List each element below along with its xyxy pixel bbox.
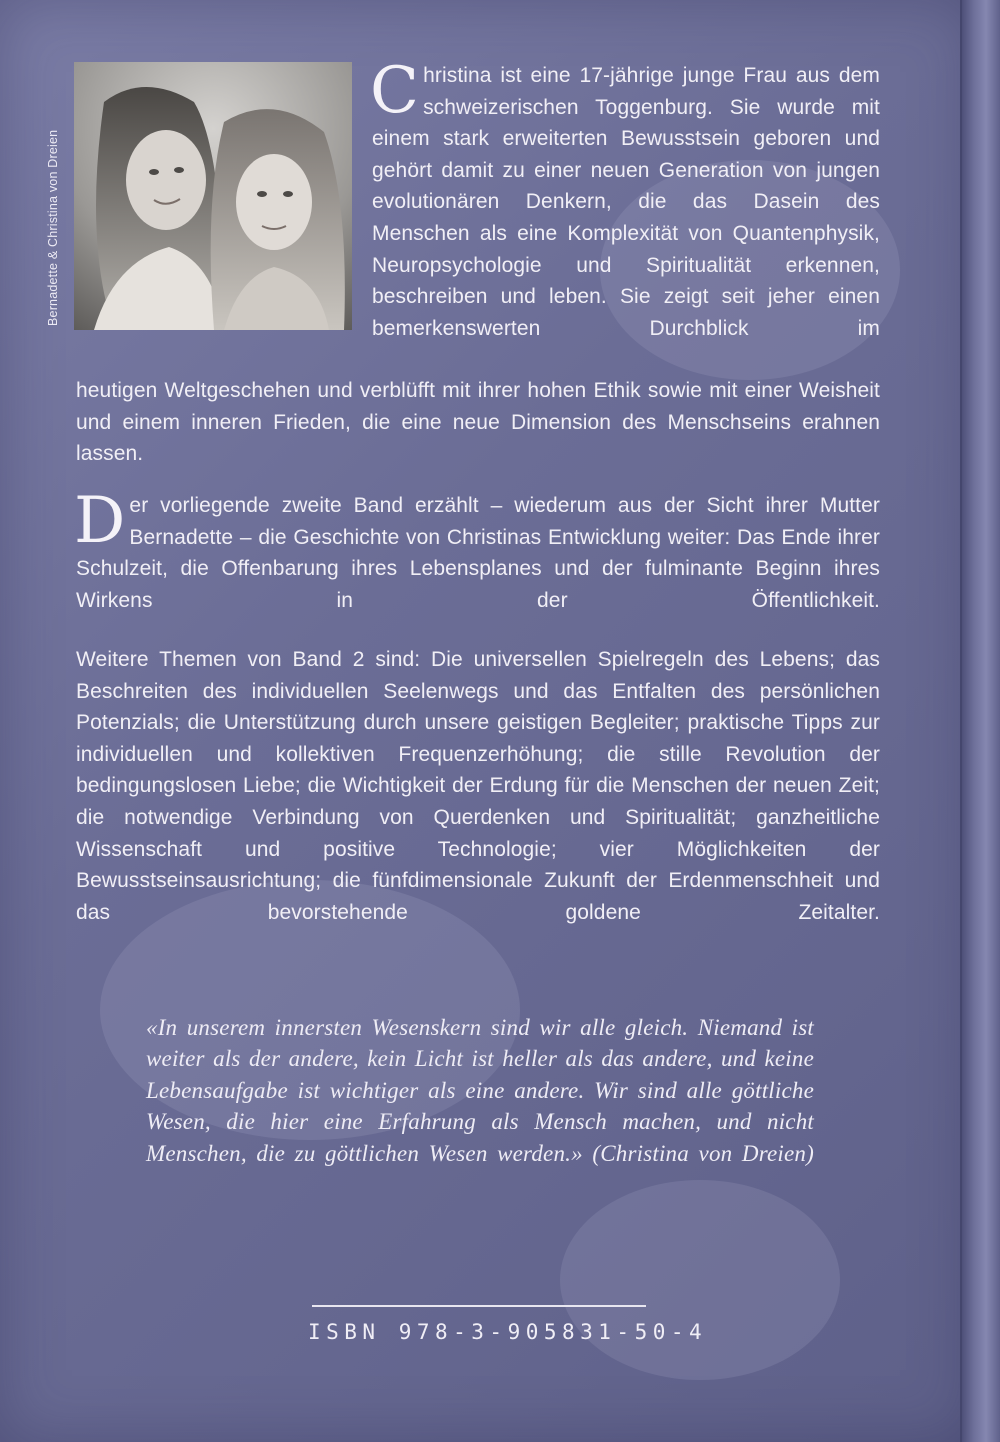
photo-credit: Bernadette & Christina von Dreien [46, 129, 60, 326]
intro-paragraph-lead [370, 54, 880, 376]
author-photo [74, 62, 352, 330]
intro-paragraph-continued: heutigen Weltgeschehen und verblüfft mit ihrer hohen Ethik sowie mit einer Weisheit und einem inneren Frieden, die eine neue Dimension des Menschseins erahnen lassen. [76, 379, 880, 466]
author-photo-image [74, 62, 352, 330]
dropcap-c: C [370, 54, 420, 128]
book-spine-edge [960, 0, 1000, 1442]
isbn: ISBN 978-3-905831-50-4 [308, 1320, 708, 1344]
second-paragraph [74, 484, 880, 648]
isbn-divider [312, 1305, 646, 1307]
intro-paragraph-lead-text: hristina ist eine 17-jährige junge Frau aus dem schweizerischen Toggenburg. Sie wurde mit einem stark erweiterten Bewusstsein geboren und gehört damit zu einer neuen Generation von jungen evolutionären Denkern, die das Dasein des Menschen als eine Komplexität von Quantenphysik, Neuropsychologie und Spiritualität erkennen, beschreiben und leben. Sie zeigt seit jeher einen bemerkenswerten Durchblick im [372, 64, 880, 340]
cover-wear-mark [560, 1180, 840, 1380]
second-paragraph-text: er vorliegende zweite Band erzählt – wiederum aus der Sicht ihrer Mutter Bernadette – die Geschichte von Christinas Entwicklung weiter: Das Ende ihrer Schulzeit, die Offenbarung ihres Lebensplanes und der fulminante Beginn ihres Wirkens in der Öffentlichkeit. [76, 494, 880, 612]
themes-paragraph: Weitere Themen von Band 2 sind: Die universellen Spielregeln des Lebens; das Beschreiten des individuellen Seelenwegs und das Entfalten des persönlichen Potenzials; die Unterstützung durch unsere geistigen Begleiter; praktische Tipps zur individuellen und kollektiven Frequenzerhöhung; die stille Revolution der bedingungslosen Liebe; die Wichtigkeit der Erdung für die Menschen der neuen Zeit; die notwendige Verbindung von Querdenken und Spiritualität; ganzheitliche Wissenschaft und positive Technologie; vier Möglichkeiten der Bewusstseinsausrichtung; die fünfdimensionale Zukunft der Erdenmenschheit und das bevorstehende goldene Zeitalter. [76, 648, 880, 924]
dropcap-d: D [74, 484, 126, 558]
quote: «In unserem innersten Wesenskern sind wir alle gleich. Niemand ist weiter als der andere, kein Licht ist heller als das andere, und keine Lebensaufgabe ist wichtiger als eine andere. Wir sind alle göttliche Wesen, die hier eine Erfahrung als Mensch machen, und nicht Menschen, die zu göttlichen Wesen werden.» (Christina von Dreien) [146, 1015, 814, 1166]
